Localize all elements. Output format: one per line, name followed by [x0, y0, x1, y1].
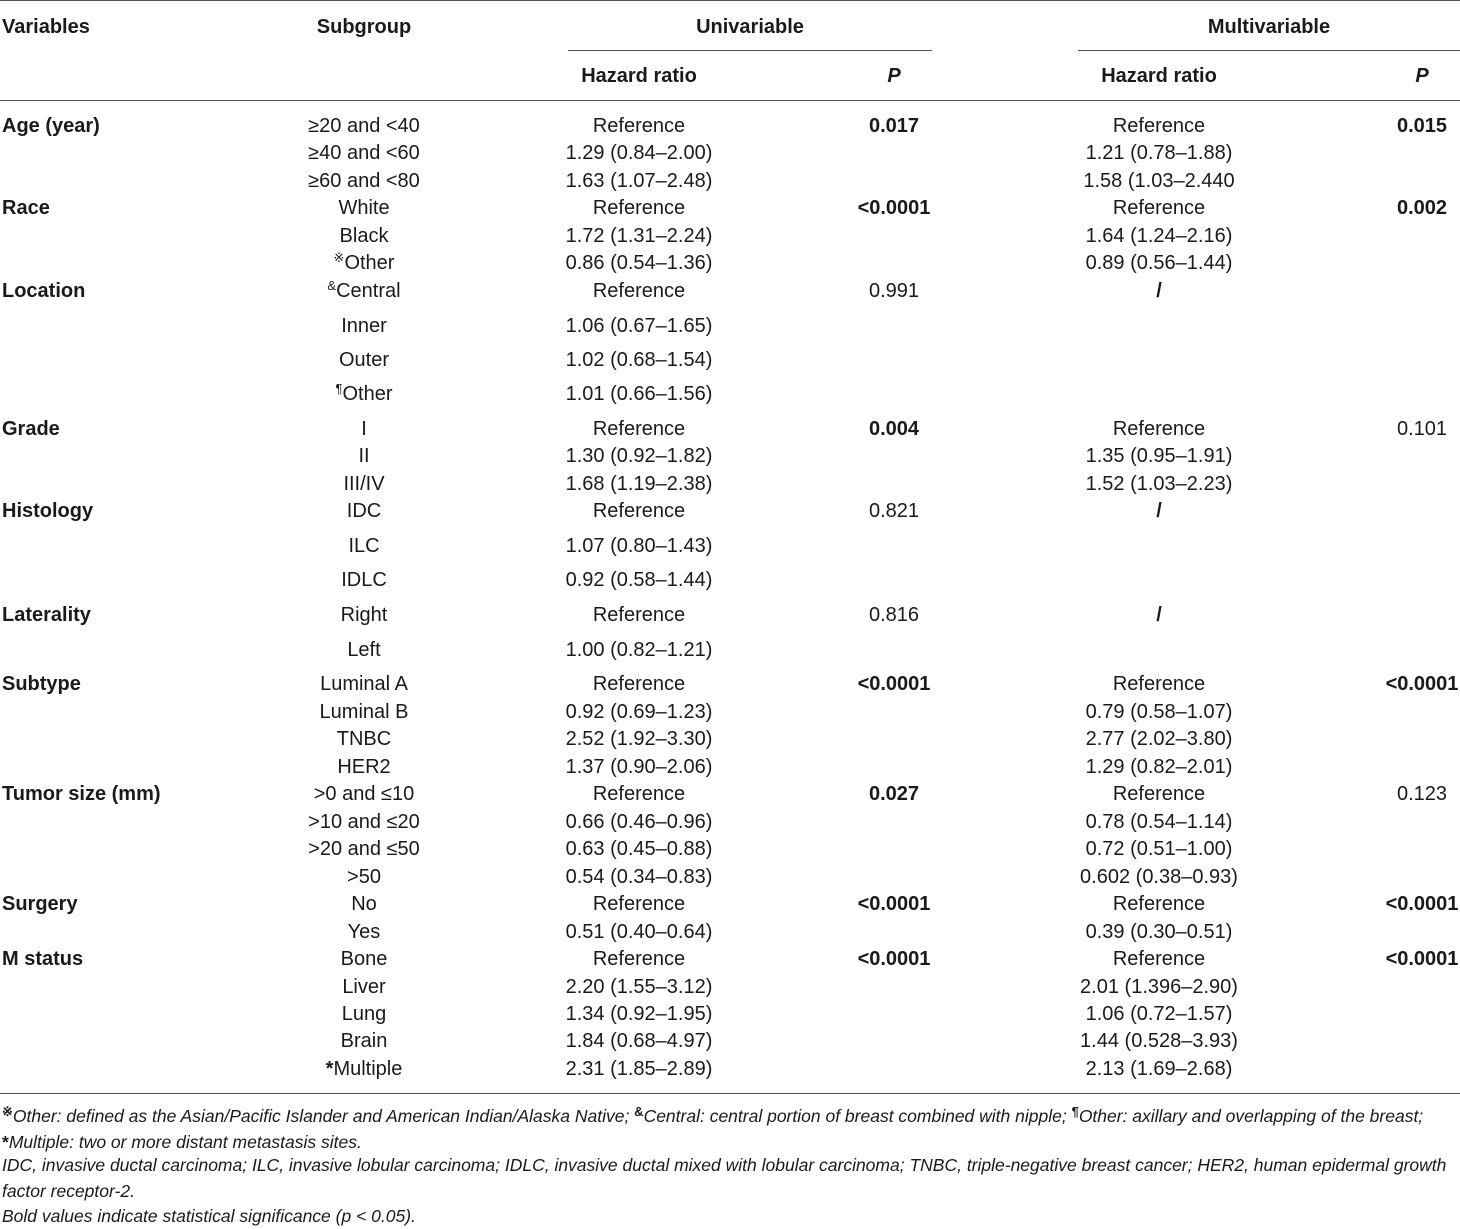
multi-hazard-ratio: 1.52 (1.03–2.23): [1085, 473, 1233, 495]
subgroup-cell: [264, 224, 464, 248]
variable-label: M status: [2, 948, 84, 970]
subgroup-cell: [264, 417, 464, 441]
uni-hazard-ratio: Reference: [592, 673, 686, 695]
subgroup-cell: [264, 782, 464, 806]
uni-hazard-ratio: 0.66 (0.46–0.96): [565, 811, 713, 833]
uni-p-value: <0.0001: [857, 673, 931, 695]
uni-hazard-ratio: 2.20 (1.55–3.12): [565, 976, 713, 998]
subgroup-cell: [264, 837, 464, 861]
multi-hazard-ratio: 1.64 (1.24–2.16): [1085, 225, 1233, 247]
footnote-marker: &: [327, 278, 337, 293]
multi-hazard-ratio: Reference: [1112, 115, 1206, 137]
subgroup-label: >20 and ≤50: [308, 838, 420, 860]
multi-hazard-ratio: 0.602 (0.38–0.93): [1080, 866, 1238, 888]
uni-hazard-ratio: 1.30 (0.92–1.82): [565, 445, 713, 467]
footnote-bold-note: Bold values indicate statistical significance (p < 0.05).: [2, 1206, 416, 1226]
header-univariable: Univariable: [696, 16, 804, 38]
uni-hazard-ratio: 1.84 (0.68–4.97): [565, 1030, 713, 1052]
subgroup-cell: [264, 603, 464, 627]
header-subgroup: Subgroup: [316, 16, 412, 38]
footnote-abbreviations: IDC, invasive ductal carcinoma; ILC, invasive lobular carcinoma; IDLC, invasive ductal mixed with lobular carcinoma; TNBC, triple-negative breast cancer; HER2, human epidermal growth factor receptor-2.: [2, 1155, 1447, 1201]
uni-p-value: 0.816: [868, 604, 920, 626]
multi-p-value: <0.0001: [1385, 673, 1459, 695]
subgroup-label: Luminal B: [319, 701, 409, 723]
multi-hazard-ratio: Reference: [1112, 197, 1206, 219]
uni-hazard-ratio: Reference: [592, 418, 686, 440]
subgroup-label: ≥40 and <60: [308, 142, 420, 164]
multivariable-underline: [1078, 50, 1460, 51]
subgroup-cell: [264, 920, 464, 944]
subgroup-label: Brain: [340, 1030, 388, 1052]
subgroup-cell: [264, 114, 464, 138]
multi-hazard-ratio: Reference: [1112, 673, 1206, 695]
variable-label: Location: [2, 280, 86, 302]
footnote-marker: ¶: [335, 381, 343, 396]
uni-hazard-ratio: Reference: [592, 893, 686, 915]
subgroup-label: Inner: [341, 315, 387, 337]
subgroup-cell: [264, 279, 464, 303]
subgroup-label: ≥20 and <40: [308, 115, 420, 137]
header-multivariable: Multivariable: [1207, 16, 1331, 38]
uni-hazard-ratio: 1.00 (0.82–1.21): [565, 639, 713, 661]
subgroup-label: >50: [347, 866, 381, 888]
subgroup-cell: [264, 169, 464, 193]
subgroup-cell: [264, 568, 464, 592]
subgroup-label: IDLC: [341, 569, 387, 591]
multi-hazard-ratio: 1.29 (0.82–2.01): [1085, 756, 1233, 778]
multi-hazard-ratio: 2.77 (2.02–3.80): [1085, 728, 1233, 750]
uni-hazard-ratio: Reference: [592, 197, 686, 219]
uni-p-value: 0.017: [868, 115, 920, 137]
multi-hazard-ratio: 1.58 (1.03–2.440: [1083, 170, 1235, 192]
variable-label: Age (year): [2, 115, 100, 137]
uni-hazard-ratio: Reference: [592, 115, 686, 137]
variable-label: Tumor size (mm): [2, 783, 161, 805]
subgroup-label: ILC: [348, 535, 380, 557]
subgroup-label: >0 and ≤10: [313, 783, 415, 805]
uni-hazard-ratio: Reference: [592, 948, 686, 970]
subgroup-cell: [264, 444, 464, 468]
subgroup-cell: [264, 727, 464, 751]
multi-hazard-ratio: 1.06 (0.72–1.57): [1085, 1003, 1233, 1025]
footnote-marker: ※: [333, 250, 345, 265]
multi-hazard-ratio: 2.01 (1.396–2.90): [1080, 976, 1238, 998]
subgroup-cell: [264, 1029, 464, 1053]
uni-hazard-ratio: Reference: [592, 500, 686, 522]
subgroup-label: IDC: [346, 500, 382, 522]
uni-hazard-ratio: 0.63 (0.45–0.88): [565, 838, 713, 860]
uni-hazard-ratio: 2.31 (1.85–2.89): [565, 1058, 713, 1080]
multi-hazard-ratio: 1.44 (0.528–3.93): [1080, 1030, 1238, 1052]
subgroup-cell: [264, 141, 464, 165]
subgroup-label: Yes: [347, 921, 381, 943]
subgroup-label: >10 and ≤20: [308, 811, 420, 833]
multi-hazard-ratio: 0.72 (0.51–1.00): [1085, 838, 1233, 860]
uni-hazard-ratio: 1.06 (0.67–1.65): [565, 315, 713, 337]
multi-p-value: 0.123: [1396, 783, 1448, 805]
uni-hazard-ratio: 0.51 (0.40–0.64): [565, 921, 713, 943]
subgroup-label: Other: [342, 383, 393, 405]
uni-hazard-ratio: 2.52 (1.92–3.30): [565, 728, 713, 750]
subgroup-cell: [264, 638, 464, 662]
subgroup-cell: [264, 534, 464, 558]
subgroup-cell: [264, 975, 464, 999]
multi-hazard-ratio: 0.79 (0.58–1.07): [1085, 701, 1233, 723]
subgroup-cell: [264, 672, 464, 696]
uni-hazard-ratio: 0.54 (0.34–0.83): [565, 866, 713, 888]
header-bottom-rule: [0, 100, 1460, 101]
uni-hazard-ratio: 1.37 (0.90–2.06): [565, 756, 713, 778]
header-uni-p: P: [887, 65, 901, 87]
subgroup-label: Bone: [340, 948, 388, 970]
multi-hazard-ratio: Reference: [1112, 948, 1206, 970]
header-uni-hazard-ratio: Hazard ratio: [581, 65, 697, 87]
multi-p-value: 0.015: [1396, 115, 1448, 137]
subgroup-label: Right: [340, 604, 388, 626]
uni-hazard-ratio: 0.92 (0.58–1.44): [565, 569, 713, 591]
subgroup-cell: [264, 865, 464, 889]
table-bottom-rule: [0, 1093, 1460, 1094]
variable-label: Grade: [2, 418, 60, 440]
subgroup-cell: [264, 348, 464, 372]
subgroup-label: II: [358, 445, 370, 467]
subgroup-label: White: [338, 197, 390, 219]
header-multi-hazard-ratio: Hazard ratio: [1101, 65, 1217, 87]
subgroup-label: ≥60 and <80: [308, 170, 420, 192]
top-rule: [0, 0, 1460, 1]
subgroup-cell: [264, 499, 464, 523]
variable-label: Histology: [2, 500, 94, 522]
subgroup-label: Liver: [342, 976, 386, 998]
footnote-central: &Central: central portion of breast combined with nipple;: [634, 1104, 1072, 1126]
multi-hazard-ratio: /: [1156, 500, 1162, 522]
uni-hazard-ratio: 0.86 (0.54–1.36): [565, 252, 713, 274]
footnote-multiple: *Multiple: two or more distant metastasis sites.: [2, 1132, 362, 1152]
header-multi-p: P: [1415, 65, 1429, 87]
subgroup-cell: [264, 1002, 464, 1026]
multi-hazard-ratio: 0.78 (0.54–1.14): [1085, 811, 1233, 833]
univariable-underline: [568, 50, 932, 51]
subgroup-label: Black: [339, 225, 389, 247]
uni-hazard-ratio: 1.68 (1.19–2.38): [565, 473, 713, 495]
subgroup-label: Outer: [338, 349, 390, 371]
uni-p-value: 0.004: [868, 418, 920, 440]
uni-hazard-ratio: Reference: [592, 604, 686, 626]
uni-hazard-ratio: 1.02 (0.68–1.54): [565, 349, 713, 371]
subgroup-cell: [264, 314, 464, 338]
multi-hazard-ratio: Reference: [1112, 893, 1206, 915]
uni-hazard-ratio: 1.34 (0.92–1.95): [565, 1003, 713, 1025]
multi-p-value: 0.002: [1396, 197, 1448, 219]
subgroup-cell: [264, 382, 464, 406]
subgroup-label: Left: [347, 639, 381, 661]
multi-hazard-ratio: 1.21 (0.78–1.88): [1085, 142, 1233, 164]
subgroup-label: III/IV: [343, 473, 385, 495]
uni-hazard-ratio: 0.92 (0.69–1.23): [565, 701, 713, 723]
subgroup-label: Luminal A: [320, 673, 408, 695]
uni-p-value: <0.0001: [857, 948, 931, 970]
variable-label: Subtype: [2, 673, 81, 695]
footnote-other-location: ¶Other: axillary and overlapping of the breast;: [1071, 1104, 1424, 1126]
multi-p-value: <0.0001: [1385, 948, 1459, 970]
multi-hazard-ratio: 2.13 (1.69–2.68): [1085, 1058, 1233, 1080]
multi-hazard-ratio: Reference: [1112, 418, 1206, 440]
uni-p-value: 0.821: [868, 500, 920, 522]
uni-p-value: 0.027: [868, 783, 920, 805]
subgroup-cell: [264, 947, 464, 971]
subgroup-label: No: [351, 893, 377, 915]
footnote-marker: *: [325, 1058, 334, 1080]
subgroup-cell: [264, 196, 464, 220]
subgroup-cell: [264, 892, 464, 916]
multi-hazard-ratio: /: [1156, 604, 1162, 626]
subgroup-cell: [264, 251, 464, 275]
multi-p-value: <0.0001: [1385, 893, 1459, 915]
multi-hazard-ratio: 1.35 (0.95–1.91): [1085, 445, 1233, 467]
variable-label: Race: [2, 197, 50, 219]
multi-p-value: 0.101: [1396, 418, 1448, 440]
subgroup-label: I: [361, 418, 367, 440]
variable-label: Surgery: [2, 893, 78, 915]
subgroup-cell: [264, 472, 464, 496]
uni-p-value: <0.0001: [857, 197, 931, 219]
uni-hazard-ratio: 1.63 (1.07–2.48): [565, 170, 713, 192]
multi-hazard-ratio: 0.39 (0.30–0.51): [1085, 921, 1233, 943]
subgroup-cell: [264, 810, 464, 834]
subgroup-label: Multiple: [333, 1058, 403, 1080]
uni-hazard-ratio: 1.07 (0.80–1.43): [565, 535, 713, 557]
uni-hazard-ratio: 1.01 (0.66–1.56): [565, 383, 713, 405]
header-variables: Variables: [2, 16, 90, 38]
subgroup-label: Lung: [341, 1003, 387, 1025]
uni-p-value: 0.991: [868, 280, 920, 302]
subgroup-label: Central: [336, 280, 401, 302]
uni-hazard-ratio: 1.72 (1.31–2.24): [565, 225, 713, 247]
multi-hazard-ratio: Reference: [1112, 783, 1206, 805]
uni-hazard-ratio: Reference: [592, 280, 686, 302]
subgroup-cell: [264, 755, 464, 779]
subgroup-cell: [264, 1057, 464, 1081]
uni-hazard-ratio: Reference: [592, 783, 686, 805]
multi-hazard-ratio: /: [1156, 280, 1162, 302]
footnote-definitions: [2, 1099, 1458, 1155]
subgroup-label: TNBC: [336, 728, 392, 750]
subgroup-label: HER2: [337, 756, 391, 778]
uni-p-value: <0.0001: [857, 893, 931, 915]
subgroup-cell: [264, 700, 464, 724]
uni-hazard-ratio: 1.29 (0.84–2.00): [565, 142, 713, 164]
variable-label: Laterality: [2, 604, 91, 626]
multi-hazard-ratio: 0.89 (0.56–1.44): [1085, 252, 1233, 274]
footnote-other-race: ※Other: defined as the Asian/Pacific Islander and American Indian/Alaska Native;: [2, 1104, 635, 1126]
subgroup-label: Other: [344, 252, 395, 274]
